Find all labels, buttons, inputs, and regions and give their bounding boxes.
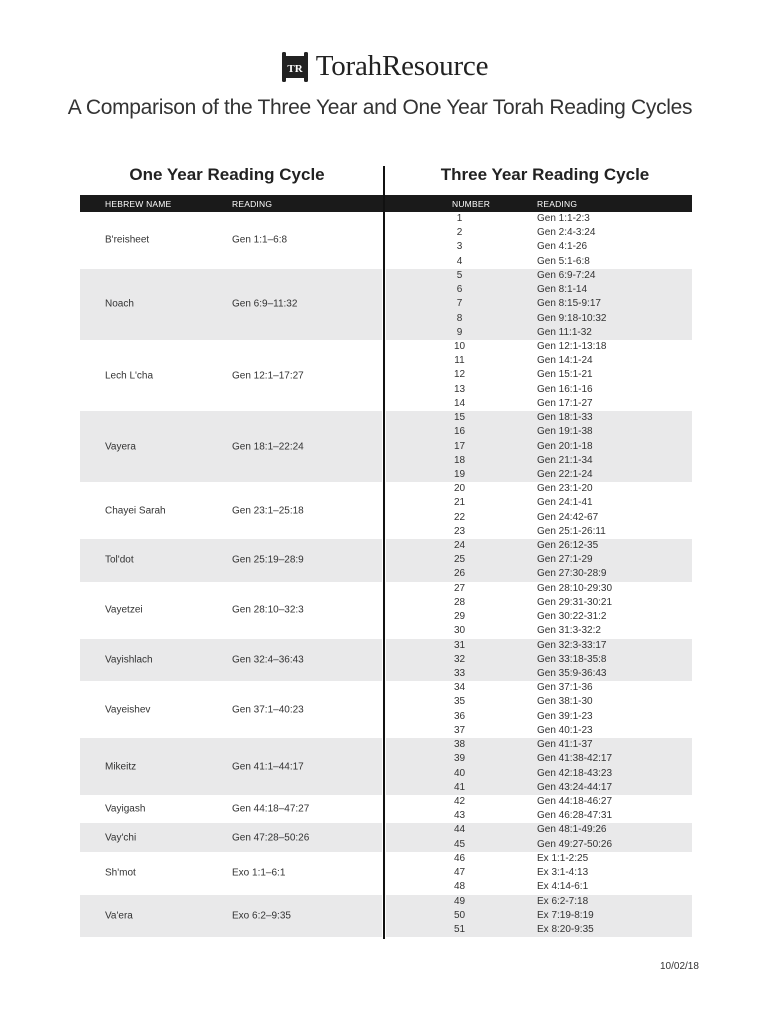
- table-header: [80, 195, 692, 212]
- one-year-cycle-heading: One Year Reading Cycle: [129, 165, 325, 184]
- parashah-row: [80, 681, 382, 738]
- reading-number: 27: [453, 582, 466, 594]
- reading-range: Gen 37:1-36: [537, 682, 593, 694]
- reading-range: Gen 32:3-33:17: [537, 639, 607, 651]
- reading-row: [386, 752, 692, 766]
- reading-range: Gen 24:42-67: [537, 511, 599, 523]
- parashah-reading: Gen 32:4–36:43: [232, 654, 304, 666]
- reading-row: [386, 411, 692, 425]
- brand-name: TorahResource: [315, 50, 489, 82]
- reading-row: [386, 539, 692, 553]
- parashah-name: Chayei Sarah: [105, 505, 166, 517]
- reading-row: [386, 852, 692, 866]
- reading-row: [386, 653, 692, 667]
- reading-range: Gen 35:9-36:43: [537, 668, 607, 679]
- parashah-row: [80, 539, 382, 582]
- three-year-table: [386, 212, 692, 937]
- reading-range: Gen 28:10-29:30: [537, 582, 613, 594]
- reading-number: 47: [453, 867, 466, 879]
- reading-range: Gen 12:1-13:18: [537, 340, 607, 352]
- reading-range: Gen 24:1-41: [537, 497, 593, 509]
- logo-mark-text: TR: [287, 62, 303, 75]
- parashah-reading: Gen 37:1–40:23: [232, 704, 304, 716]
- reading-row: [386, 326, 692, 340]
- three-year-cycle-heading: Three Year Reading Cycle: [440, 165, 650, 184]
- reading-row: [386, 596, 692, 610]
- reading-range: Gen 41:1-37: [537, 739, 593, 751]
- parashah-row: [80, 212, 382, 269]
- reading-row: [386, 738, 692, 752]
- reading-range: Gen 23:1-20: [537, 483, 593, 495]
- reading-range: Gen 15:1-21: [537, 369, 593, 381]
- parashah-reading: Exo 6:2–9:35: [232, 910, 291, 922]
- reading-number: 24: [453, 540, 466, 552]
- reading-row: [386, 667, 692, 681]
- reading-row: [386, 695, 692, 709]
- parashah-row: [80, 738, 382, 795]
- reading-number: 32: [453, 653, 466, 665]
- reading-number: 48: [453, 881, 466, 893]
- reading-row: [386, 823, 692, 837]
- reading-range: Gen 4:1-26: [537, 241, 588, 253]
- parashah-row: [80, 795, 382, 823]
- logo-group: [280, 50, 489, 83]
- reading-row: [386, 425, 692, 439]
- reading-row: [386, 681, 692, 695]
- reading-range: Gen 2:4-3:24: [537, 227, 596, 239]
- reading-range: Gen 40:1-23: [537, 724, 593, 736]
- reading-row: [386, 909, 692, 923]
- parashah-row: [80, 582, 382, 639]
- reading-number: 8: [456, 312, 463, 324]
- reading-row: [386, 809, 692, 823]
- reading-row: [386, 582, 692, 596]
- reading-row: [386, 368, 692, 382]
- reading-row: [386, 710, 692, 724]
- reading-range: Gen 30:22-31:2: [537, 611, 607, 623]
- parashah-row: [80, 823, 382, 851]
- reading-row: [386, 297, 692, 311]
- reading-range: Ex 6:2-7:18: [537, 895, 589, 907]
- one-year-table: [80, 212, 382, 937]
- reading-number: 16: [453, 426, 466, 438]
- parashah-reading: Gen 23:1–25:18: [232, 505, 304, 517]
- parashah-name: Vayishlach: [105, 654, 153, 666]
- reading-number: 34: [453, 682, 466, 694]
- parashah-name: Vayigash: [105, 803, 146, 815]
- reading-row: [386, 383, 692, 397]
- parashah-reading: Gen 47:28–50:26: [232, 832, 310, 844]
- header-reading-three-year: READING: [537, 199, 578, 209]
- parashah-name: Vay'chi: [105, 832, 137, 844]
- reading-number: 38: [453, 739, 466, 751]
- reading-number: 44: [453, 824, 466, 836]
- parashah-name: Noach: [105, 298, 134, 310]
- reading-number: 13: [453, 383, 466, 395]
- reading-range: Gen 27:30-28:9: [537, 568, 607, 580]
- torah-scroll-icon: [280, 51, 310, 83]
- reading-number: 12: [453, 369, 466, 381]
- reading-number: 35: [453, 696, 466, 708]
- reading-number: 43: [453, 810, 466, 822]
- reading-row: [386, 454, 692, 468]
- reading-row: [386, 482, 692, 496]
- header-hebrew-name: HEBREW NAME: [105, 199, 172, 209]
- reading-row: [386, 468, 692, 482]
- reading-range: Gen 5:1-6:8: [537, 255, 590, 267]
- reading-number: 29: [453, 611, 466, 623]
- reading-row: [386, 496, 692, 510]
- reading-range: Ex 7:19-8:19: [537, 909, 594, 921]
- reading-number: 20: [453, 483, 466, 495]
- reading-number: 39: [453, 753, 466, 765]
- parashah-name: Va'era: [105, 910, 133, 922]
- reading-number: 25: [453, 554, 466, 566]
- reading-range: Gen 26:12-35: [537, 540, 599, 552]
- reading-number: 45: [453, 838, 466, 850]
- document-date: 10/02/18: [660, 961, 699, 972]
- reading-number: 7: [456, 298, 463, 310]
- parashah-reading: Gen 6:9–11:32: [232, 298, 298, 310]
- reading-range: Ex 4:14-6:1: [537, 881, 589, 893]
- reading-range: Gen 11:1-32: [537, 326, 592, 338]
- reading-row: [386, 880, 692, 894]
- reading-number: 46: [453, 852, 466, 864]
- parashah-reading: Gen 28:10–32:3: [232, 604, 304, 616]
- reading-row: [386, 226, 692, 240]
- brand-logo: [0, 50, 768, 88]
- reading-row: [386, 795, 692, 809]
- reading-row: [386, 567, 692, 581]
- parashah-row: [80, 269, 382, 340]
- parashah-row: [80, 639, 382, 682]
- reading-range: Gen 1:1-2:3: [537, 213, 590, 224]
- reading-number: 3: [456, 241, 463, 253]
- parashah-name: Mikeitz: [105, 761, 137, 773]
- reading-range: Gen 25:1-26:11: [537, 525, 606, 537]
- parashah-name: Vayeishev: [105, 704, 151, 716]
- reading-number: 11: [454, 355, 465, 367]
- reading-row: [386, 553, 692, 567]
- reading-number: 33: [453, 668, 466, 679]
- reading-row: [386, 340, 692, 354]
- reading-number: 19: [453, 468, 466, 480]
- parashah-reading: Exo 1:1–6:1: [232, 867, 286, 879]
- reading-row: [386, 781, 692, 795]
- parashah-row: [80, 411, 382, 482]
- parashah-row: [80, 482, 382, 539]
- reading-number: 5: [456, 269, 463, 281]
- parashah-reading: Gen 18:1–22:24: [232, 441, 304, 453]
- column-divider: [383, 166, 385, 939]
- reading-number: 42: [453, 795, 466, 807]
- reading-range: Gen 18:1-33: [537, 412, 593, 424]
- reading-row: [386, 624, 692, 638]
- reading-range: Gen 14:1-24: [537, 355, 593, 367]
- reading-range: Gen 20:1-18: [537, 440, 593, 452]
- reading-number: 36: [453, 710, 466, 722]
- reading-number: 26: [453, 568, 466, 580]
- parashah-reading: Gen 1:1–6:8: [232, 234, 288, 246]
- parashah-name: Vayera: [105, 441, 136, 453]
- reading-row: [386, 724, 692, 738]
- reading-row: [386, 525, 692, 539]
- reading-row: [386, 212, 692, 226]
- header-number: NUMBER: [452, 199, 491, 209]
- reading-range: Gen 22:1-24: [537, 468, 593, 480]
- reading-row: [386, 397, 692, 411]
- reading-range: Gen 21:1-34: [537, 454, 593, 466]
- reading-range: Gen 19:1-38: [537, 426, 593, 438]
- reading-row: [386, 312, 692, 326]
- reading-range: Gen 27:1-29: [537, 554, 593, 566]
- reading-row: [386, 866, 692, 880]
- reading-range: Gen 6:9-7:24: [537, 269, 596, 281]
- parashah-row: [80, 895, 382, 938]
- reading-range: Gen 41:38-42:17: [537, 753, 613, 765]
- reading-range: Gen 46:28-47:31: [537, 810, 613, 822]
- reading-row: [386, 838, 692, 852]
- reading-range: Gen 31:3-32:2: [537, 625, 601, 637]
- reading-range: Ex 3:1-4:13: [537, 867, 589, 879]
- reading-range: Gen 29:31-30:21: [537, 596, 613, 608]
- reading-number: 4: [456, 255, 463, 267]
- reading-number: 18: [453, 454, 466, 466]
- page-title: A Comparison of the Three Year and One Year Torah Reading Cycles: [67, 96, 693, 119]
- reading-row: [386, 354, 692, 368]
- reading-row: [386, 923, 692, 937]
- reading-number: 37: [453, 724, 466, 736]
- parashah-row: [80, 852, 382, 895]
- reading-number: 17: [453, 440, 466, 452]
- reading-number: 40: [453, 767, 466, 779]
- reading-range: Gen 33:18-35:8: [537, 653, 607, 665]
- reading-row: [386, 610, 692, 624]
- parashah-reading: Gen 41:1–44:17: [232, 761, 304, 773]
- reading-number: 28: [453, 596, 466, 608]
- reading-row: [386, 440, 692, 454]
- reading-range: Gen 44:18-46:27: [537, 795, 613, 807]
- reading-row: [386, 240, 692, 254]
- parashah-name: Sh'mot: [105, 867, 136, 879]
- reading-number: 10: [453, 340, 466, 352]
- parashah-reading: Gen 25:19–28:9: [232, 554, 304, 566]
- header-reading: READING: [232, 199, 273, 209]
- reading-number: 49: [453, 895, 466, 907]
- reading-range: Gen 49:27-50:26: [537, 838, 613, 850]
- reading-number: 31: [453, 639, 466, 651]
- reading-range: Gen 39:1-23: [537, 710, 593, 722]
- reading-number: 30: [453, 625, 466, 637]
- reading-row: [386, 511, 692, 525]
- reading-row: [386, 269, 692, 283]
- reading-number: 15: [453, 412, 466, 424]
- reading-number: 14: [453, 397, 466, 409]
- reading-range: Gen 16:1-16: [537, 383, 593, 395]
- reading-number: 22: [453, 511, 466, 523]
- parashah-name: Tol'dot: [105, 554, 134, 566]
- reading-range: Gen 42:18-43:23: [537, 767, 613, 779]
- reading-number: 9: [456, 326, 463, 338]
- parashah-name: Vayetzei: [105, 604, 143, 616]
- reading-number: 6: [456, 284, 463, 296]
- parashah-reading: Gen 12:1–17:27: [232, 370, 304, 382]
- reading-range: Gen 38:1-30: [537, 696, 593, 708]
- reading-range: Gen 8:1-14: [537, 284, 588, 296]
- reading-range: Gen 17:1-27: [537, 397, 593, 409]
- parashah-name: Lech L'cha: [105, 370, 154, 382]
- reading-range: Gen 43:24-44:17: [537, 781, 613, 793]
- reading-range: Ex 8:20-9:35: [537, 923, 594, 935]
- parashah-row: [80, 340, 382, 411]
- parashah-reading: Gen 44:18–47:27: [232, 803, 310, 815]
- reading-row: [386, 895, 692, 909]
- reading-range: Gen 8:15-9:17: [537, 298, 601, 310]
- reading-number: 2: [456, 227, 463, 239]
- reading-range: Gen 48:1-49:26: [537, 824, 607, 836]
- reading-number: 21: [453, 497, 466, 509]
- reading-number: 23: [453, 525, 466, 537]
- parashah-name: B'reisheet: [105, 234, 150, 246]
- reading-range: Gen 9:18-10:32: [537, 312, 607, 324]
- reading-range: Ex 1:1-2:25: [537, 852, 589, 864]
- reading-number: 51: [453, 923, 466, 935]
- reading-row: [386, 767, 692, 781]
- reading-number: 1: [456, 213, 463, 224]
- reading-number: 50: [453, 909, 466, 921]
- reading-row: [386, 283, 692, 297]
- reading-row: [386, 255, 692, 269]
- reading-number: 41: [453, 781, 466, 793]
- reading-row: [386, 639, 692, 653]
